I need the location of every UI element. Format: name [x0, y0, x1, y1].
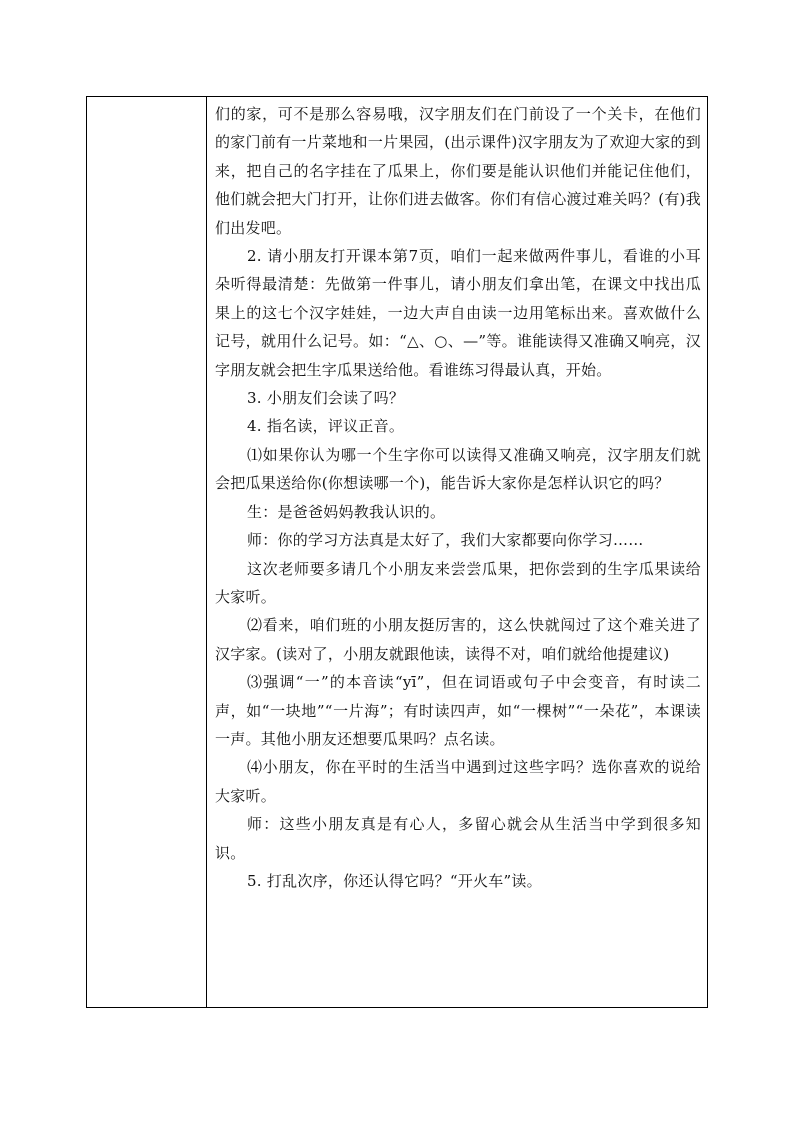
table-content-cell	[207, 97, 707, 1007]
paragraph-sub-1: ⑴如果你认为哪一个生字你可以读得又准确又响亮，汉字朋友们就会把瓜果送给你(你想读哪一个)，能告诉大家你是怎样认识它的吗？	[215, 445, 701, 493]
paragraph-step-5: 5. 打乱次序，你还认得它吗？“开火车”读。	[247, 871, 542, 890]
paragraph-step-3: 3. 小朋友们会读了吗？	[247, 389, 405, 408]
paragraph-sub-4: ⑷小朋友，你在平时的生活当中遇到过这些字吗？选你喜欢的说给大家听。	[215, 758, 701, 805]
paragraph-teacher-praise: 师：你的学习方法真是太好了，我们大家都要向你学习……	[247, 531, 644, 550]
lesson-table	[86, 96, 708, 1008]
paragraph-intro: 们的家，可不是那么容易哦，汉字朋友们在门前设了一个关卡，在他们的家门前有一片菜地和一片果园，(出示课件)汉字朋友为了欢迎大家的到来，把自己的名字挂在了瓜果上，你们要是能认识他们并能记住他们，他们就会把大门打开，让你们进去做客。你们有信心渡过难关吗？(有)我们出发吧。	[215, 105, 701, 237]
paragraph-teacher-invite: 这次老师要多请几个小朋友来尝尝瓜果，把你尝到的生字瓜果读给大家听。	[215, 559, 701, 606]
paragraph-teacher-summary: 师：这些小朋友真是有心人，多留心就会从生活当中学到很多知识。	[215, 815, 701, 862]
paragraph-sub-2: ⑵看来，咱们班的小朋友挺厉害的，这么快就闯过了这个难关进了汉字家。(读对了，小朋友就跟他读，读得不对，咱们就给他提建议)	[215, 616, 701, 663]
paragraph-student-reply: 生：是爸爸妈妈教我认识的。	[247, 502, 446, 521]
paragraph-sub-3: ⑶强调“一”的本音读“yī”，但在词语或句子中会变音，有时读二声，如“一块地”“一片海”；有时读四声，如“一棵树”“一朵花”，本课读一声。其他小朋友还想要瓜果吗？点名读。	[215, 673, 701, 748]
paragraph-step-2: 2. 请小朋友打开课本第7页，咱们一起来做两件事儿，看谁的小耳朵听得最清楚：先做第一件事儿，请小朋友们拿出笔，在课文中找出瓜果上的这七个汉字娃娃，一边大声自由读一边用笔标出来。喜欢做什么记号，就用什么记号。如：“△、○、—”等。谁能读得又准确又响亮，汉字朋友就会把生字瓜果送给他。看谁练习得最认真，开始。	[215, 247, 701, 379]
paragraph-step-4: 4. 指名读，评议正音。	[247, 417, 405, 436]
table-left-cell	[87, 97, 207, 1007]
